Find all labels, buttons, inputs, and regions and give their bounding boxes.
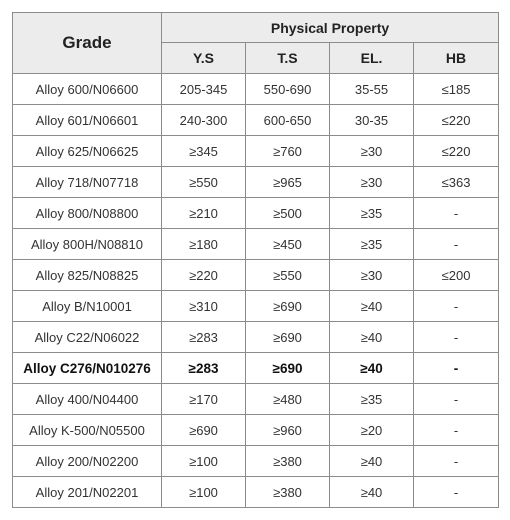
grade-cell: Alloy C22/N06022 xyxy=(13,322,162,353)
grade-cell: Alloy 825/N08825 xyxy=(13,260,162,291)
grade-cell: Alloy C276/N010276 xyxy=(13,353,162,384)
table-row xyxy=(13,384,499,415)
physical-property-header: Physical Property xyxy=(162,13,499,43)
ys-cell: ≥180 xyxy=(162,229,246,260)
hb-cell: ≤200 xyxy=(414,260,499,291)
hb-cell: - xyxy=(414,477,499,508)
hb-cell: ≤220 xyxy=(414,136,499,167)
ts-cell: ≥690 xyxy=(246,291,330,322)
grade-cell: Alloy 200/N02200 xyxy=(13,446,162,477)
el-cell: ≥40 xyxy=(330,322,414,353)
ts-header: T.S xyxy=(246,43,330,74)
ys-cell: ≥283 xyxy=(162,353,246,384)
table-row xyxy=(13,291,499,322)
table-row xyxy=(13,260,499,291)
grade-cell: Alloy B/N10001 xyxy=(13,291,162,322)
el-cell: ≥40 xyxy=(330,477,414,508)
table-row xyxy=(13,167,499,198)
hb-cell: - xyxy=(414,353,499,384)
table-row xyxy=(13,105,499,136)
hb-cell: ≤185 xyxy=(414,74,499,105)
grade-cell: Alloy 800H/N08810 xyxy=(13,229,162,260)
grade-cell: Alloy 201/N02201 xyxy=(13,477,162,508)
table-row xyxy=(13,477,499,508)
grade-cell: Alloy 800/N08800 xyxy=(13,198,162,229)
el-header: EL. xyxy=(330,43,414,74)
ts-cell: ≥690 xyxy=(246,353,330,384)
ts-cell: ≥380 xyxy=(246,477,330,508)
hb-cell: - xyxy=(414,229,499,260)
ts-cell: 600-650 xyxy=(246,105,330,136)
table-row xyxy=(13,415,499,446)
hb-cell: - xyxy=(414,446,499,477)
ys-header: Y.S xyxy=(162,43,246,74)
ys-cell: 205-345 xyxy=(162,74,246,105)
ys-cell: ≥170 xyxy=(162,384,246,415)
ys-cell: ≥310 xyxy=(162,291,246,322)
grade-cell: Alloy 600/N06600 xyxy=(13,74,162,105)
el-cell: 35-55 xyxy=(330,74,414,105)
ys-cell: ≥345 xyxy=(162,136,246,167)
grade-cell: Alloy K-500/N05500 xyxy=(13,415,162,446)
ys-cell: 240-300 xyxy=(162,105,246,136)
hb-cell: - xyxy=(414,198,499,229)
table-row xyxy=(13,136,499,167)
table-row xyxy=(13,229,499,260)
ts-cell: ≥500 xyxy=(246,198,330,229)
ys-cell: ≥220 xyxy=(162,260,246,291)
ts-cell: ≥550 xyxy=(246,260,330,291)
ts-cell: ≥690 xyxy=(246,322,330,353)
grade-cell: Alloy 400/N04400 xyxy=(13,384,162,415)
hb-cell: - xyxy=(414,291,499,322)
grade-cell: Alloy 601/N06601 xyxy=(13,105,162,136)
ts-cell: ≥760 xyxy=(246,136,330,167)
grade-cell: Alloy 718/N07718 xyxy=(13,167,162,198)
table-row xyxy=(13,322,499,353)
table-header xyxy=(13,13,499,74)
grade-cell: Alloy 625/N06625 xyxy=(13,136,162,167)
property-table xyxy=(12,12,499,508)
el-cell: ≥35 xyxy=(330,198,414,229)
el-cell: ≥35 xyxy=(330,229,414,260)
ys-cell: ≥100 xyxy=(162,446,246,477)
ys-cell: ≥690 xyxy=(162,415,246,446)
ts-cell: ≥450 xyxy=(246,229,330,260)
ys-cell: ≥100 xyxy=(162,477,246,508)
ts-cell: 550-690 xyxy=(246,74,330,105)
ys-cell: ≥283 xyxy=(162,322,246,353)
el-cell: ≥40 xyxy=(330,446,414,477)
ts-cell: ≥380 xyxy=(246,446,330,477)
ys-cell: ≥550 xyxy=(162,167,246,198)
el-cell: 30-35 xyxy=(330,105,414,136)
ys-cell: ≥210 xyxy=(162,198,246,229)
hb-cell: ≤363 xyxy=(414,167,499,198)
grade-header: Grade xyxy=(13,13,162,74)
el-cell: ≥20 xyxy=(330,415,414,446)
ts-cell: ≥960 xyxy=(246,415,330,446)
table-row xyxy=(13,446,499,477)
el-cell: ≥30 xyxy=(330,167,414,198)
hb-cell: - xyxy=(414,384,499,415)
el-cell: ≥40 xyxy=(330,291,414,322)
hb-cell: - xyxy=(414,415,499,446)
ts-cell: ≥965 xyxy=(246,167,330,198)
el-cell: ≥40 xyxy=(330,353,414,384)
table-row xyxy=(13,74,499,105)
el-cell: ≥35 xyxy=(330,384,414,415)
el-cell: ≥30 xyxy=(330,260,414,291)
ts-cell: ≥480 xyxy=(246,384,330,415)
table-body xyxy=(13,74,499,508)
hb-header: HB xyxy=(414,43,499,74)
table-row xyxy=(13,353,499,384)
el-cell: ≥30 xyxy=(330,136,414,167)
hb-cell: - xyxy=(414,322,499,353)
hb-cell: ≤220 xyxy=(414,105,499,136)
property-table-container xyxy=(12,12,498,508)
table-row xyxy=(13,198,499,229)
